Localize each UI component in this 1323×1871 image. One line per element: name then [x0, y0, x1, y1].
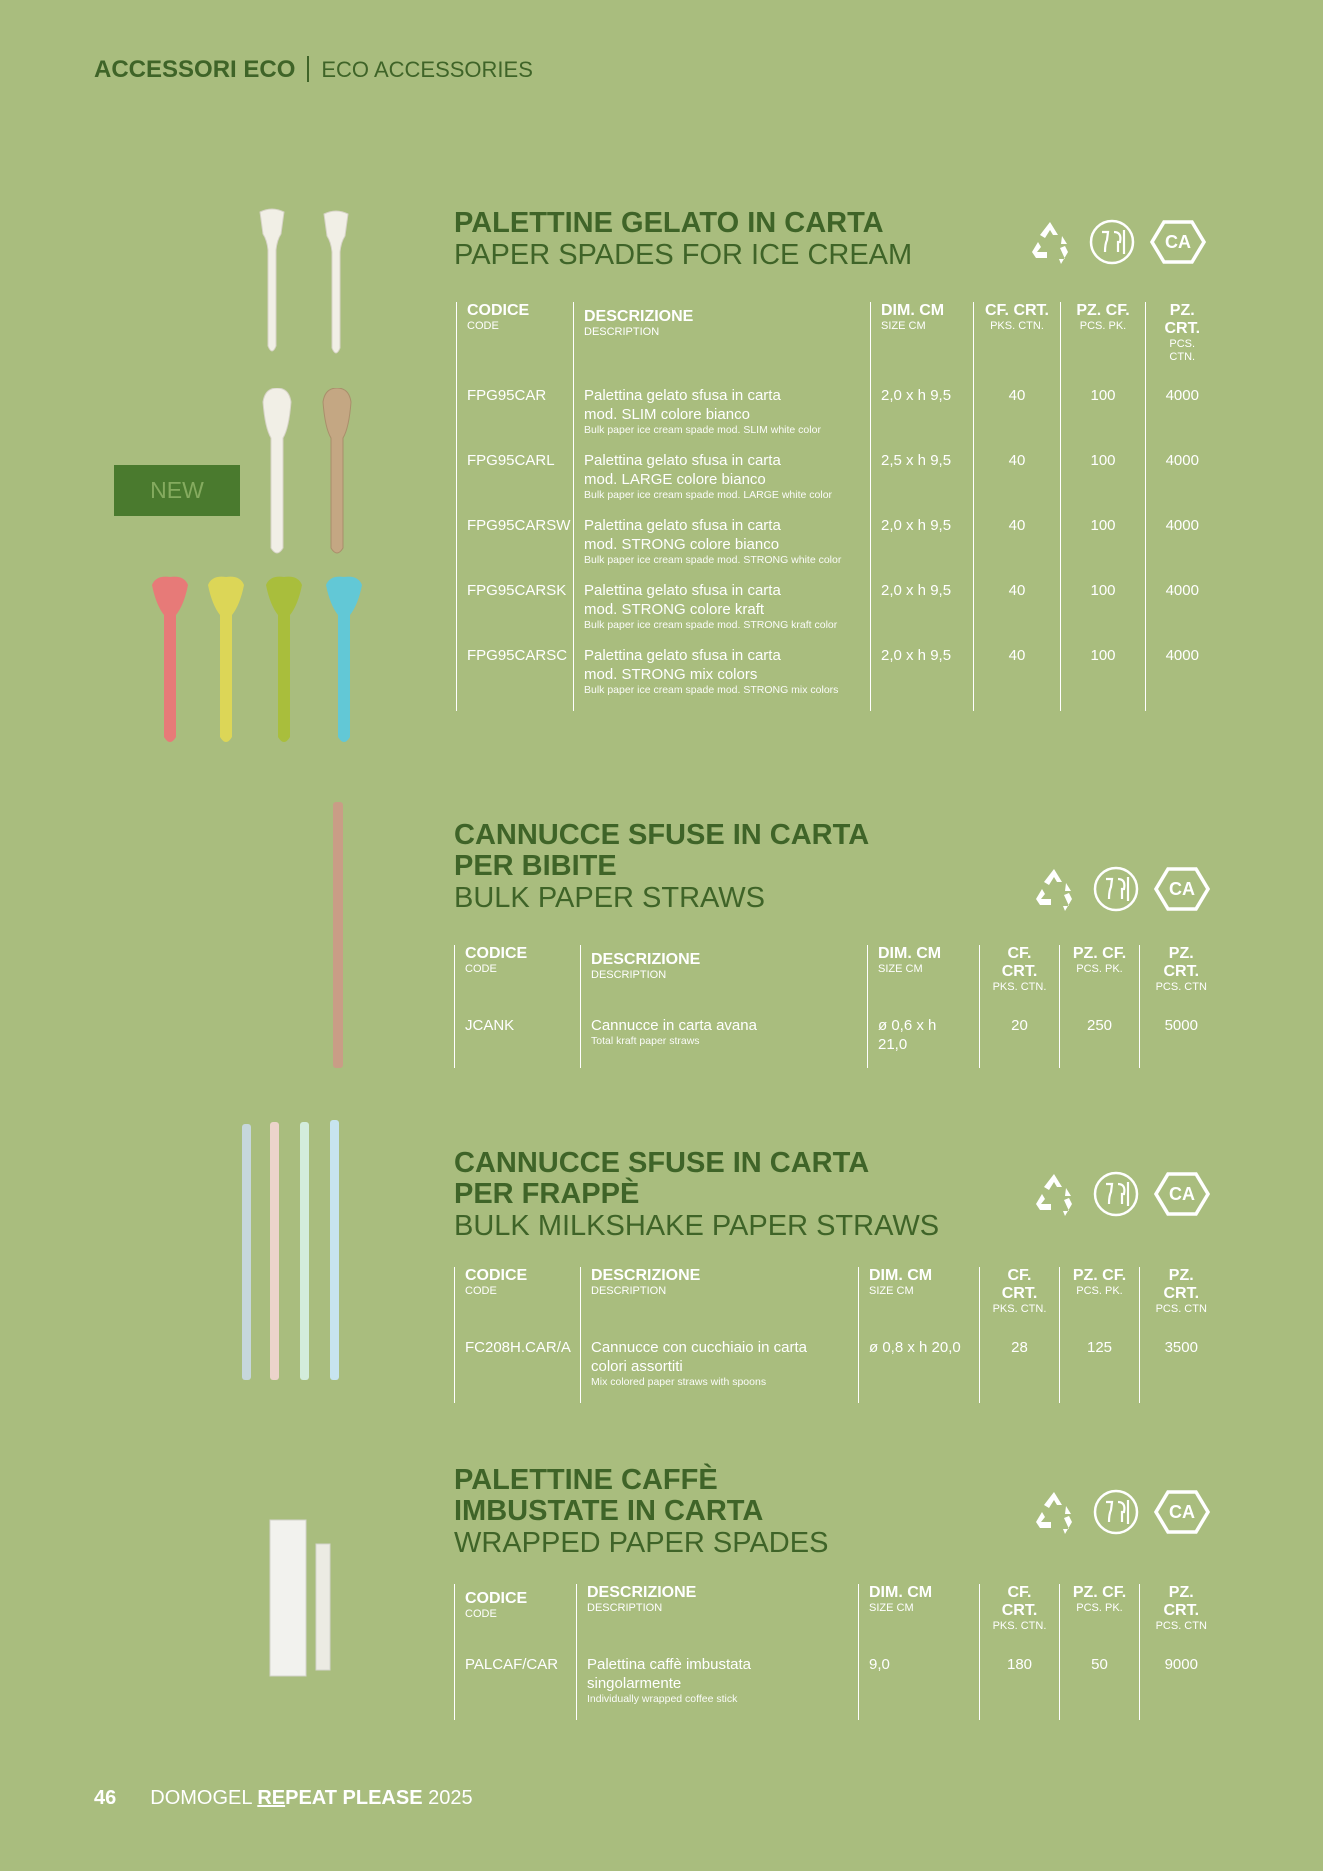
- table-row: [455, 1016, 1223, 1068]
- section-4-table: [454, 1584, 1223, 1720]
- row-pz-cf: 100: [1061, 646, 1146, 711]
- row-dim: 2,5 x h 9,5: [871, 451, 974, 516]
- header-pz-cf: PZ. CF. PCS. PK.: [1060, 1267, 1140, 1338]
- kraft-straw-image: [330, 802, 350, 1070]
- row-dim: 2,0 x h 9,5: [871, 581, 974, 646]
- ca-label: CA: [1165, 232, 1191, 252]
- header-description: DESCRIZIONE DESCRIPTION: [574, 302, 871, 386]
- section-1-table: [456, 302, 1219, 711]
- row-pz-crt: 4000: [1146, 516, 1219, 581]
- table-row: [457, 451, 1219, 516]
- food-safe-icon: [1092, 865, 1140, 913]
- food-safe-icon: [1092, 1488, 1140, 1536]
- section-3-title-it-line1: CANNUCCE SFUSE IN CARTA: [454, 1147, 870, 1179]
- row-cf-crt: 20: [980, 1016, 1060, 1068]
- new-badge: NEW: [114, 465, 240, 516]
- section-3-title: [454, 1148, 939, 1243]
- header-dim: DIM. CM SIZE CM: [859, 1584, 980, 1655]
- footer-brand: DOMOGEL REPEAT PLEASE 2025: [150, 1787, 473, 1809]
- section-4-icons: [1030, 1488, 1210, 1536]
- row-description: Palettina gelato sfusa in carta mod. SLIM colore bianco Bulk paper ice cream spade mod. SLIM white color: [574, 386, 871, 451]
- header-cf-crt: CF. CRT. PKS. CTN.: [980, 1267, 1060, 1338]
- row-pz-cf: 125: [1060, 1338, 1140, 1403]
- row-cf-crt: 40: [974, 646, 1061, 711]
- row-cf-crt: 40: [974, 451, 1061, 516]
- header-cf-crt: CF. CRT. PKS. CTN.: [974, 302, 1061, 386]
- row-pz-cf: 50: [1060, 1655, 1140, 1720]
- header-code: CODICE CODE: [455, 1267, 581, 1338]
- ca-label: CA: [1169, 1502, 1195, 1522]
- row-code: FPG95CARSK: [457, 581, 574, 646]
- row-code: FPG95CARSW: [457, 516, 574, 581]
- table-row: [457, 581, 1219, 646]
- row-pz-cf: 250: [1060, 1016, 1140, 1068]
- row-pz-crt: 4000: [1146, 581, 1219, 646]
- header-code: CODICE CODE: [455, 945, 581, 1016]
- row-code: FPG95CARL: [457, 451, 574, 516]
- section-4-title: [454, 1465, 828, 1560]
- header-code: CODICE CODE: [455, 1584, 577, 1655]
- row-pz-cf: 100: [1061, 581, 1146, 646]
- header-cf-crt: CF. CRT. PKS. CTN.: [980, 1584, 1060, 1655]
- food-safe-icon: [1088, 218, 1136, 266]
- section-2-title: [454, 820, 869, 915]
- row-pz-crt: 4000: [1146, 646, 1219, 711]
- slim-spades-image: [250, 206, 380, 361]
- row-cf-crt: 40: [974, 386, 1061, 451]
- row-pz-crt: 9000: [1140, 1655, 1223, 1720]
- section-1-icons: [1026, 218, 1206, 266]
- ca-label: CA: [1169, 1184, 1195, 1204]
- row-dim: ø 0,8 x h 20,0: [859, 1338, 980, 1403]
- row-description: Palettina caffè imbustata singolarmente Individually wrapped coffee stick: [577, 1655, 859, 1720]
- header-title-en: ECO ACCESSORIES: [321, 57, 533, 82]
- row-pz-crt: 4000: [1146, 451, 1219, 516]
- row-pz-cf: 100: [1061, 451, 1146, 516]
- page-header: [94, 56, 533, 84]
- page-footer: [94, 1787, 473, 1810]
- section-2-icons: [1030, 865, 1210, 913]
- header-pz-crt: PZ. CRT. PCS. CTN.: [1146, 302, 1219, 386]
- row-pz-cf: 100: [1061, 386, 1146, 451]
- section-2-table: [454, 945, 1223, 1068]
- milkshake-straws-image: [238, 1118, 348, 1384]
- row-dim: 2,0 x h 9,5: [871, 646, 974, 711]
- section-2-title-it-line2: PER BIBITE: [454, 850, 617, 882]
- row-dim: 2,0 x h 9,5: [871, 516, 974, 581]
- large-spades-image: [255, 388, 375, 560]
- row-description: Palettina gelato sfusa in carta mod. LARGE colore bianco Bulk paper ice cream spade mod. LARGE white color: [574, 451, 871, 516]
- recycle-icon: [1030, 865, 1078, 913]
- row-description: Cannucce in carta avana Total kraft paper straws: [581, 1016, 868, 1068]
- row-pz-cf: 100: [1061, 516, 1146, 581]
- row-description: Cannucce con cucchiaio in carta colori assortiti Mix colored paper straws with spoons: [581, 1338, 859, 1403]
- row-dim: 9,0: [859, 1655, 980, 1720]
- table-row: [457, 646, 1219, 711]
- food-safe-icon: [1092, 1170, 1140, 1218]
- header-description: DESCRIZIONE DESCRIPTION: [577, 1584, 859, 1655]
- header-cf-crt: CF. CRT. PKS. CTN.: [980, 945, 1060, 1016]
- header-pz-cf: PZ. CF. PCS. PK.: [1060, 945, 1140, 1016]
- header-code: CODICE CODE: [457, 302, 574, 386]
- wrapped-spades-image: [268, 1518, 338, 1678]
- section-3-title-en: BULK MILKSHAKE PAPER STRAWS: [454, 1210, 940, 1242]
- row-cf-crt: 180: [980, 1655, 1060, 1720]
- section-2-title-en: BULK PAPER STRAWS: [454, 882, 766, 914]
- row-pz-crt: 3500: [1140, 1338, 1223, 1403]
- row-pz-crt: 4000: [1146, 386, 1219, 451]
- ca-icon: [1154, 865, 1210, 913]
- row-code: FPG95CARSC: [457, 646, 574, 711]
- row-dim: 2,0 x h 9,5: [871, 386, 974, 451]
- section-2-title-it-line1: CANNUCCE SFUSE IN CARTA: [454, 819, 870, 851]
- header-title-it: ACCESSORI ECO: [94, 56, 296, 83]
- ca-label: CA: [1169, 879, 1195, 899]
- section-4-title-it-line2: IMBUSTATE IN CARTA: [454, 1495, 764, 1527]
- table-row: [457, 386, 1219, 451]
- table-row: [455, 1655, 1223, 1720]
- header-divider: [307, 56, 309, 82]
- header-pz-crt: PZ. CRT. PCS. CTN: [1140, 945, 1223, 1016]
- header-description: DESCRIZIONE DESCRIPTION: [581, 945, 868, 1016]
- section-4-title-en: WRAPPED PAPER SPADES: [454, 1527, 829, 1559]
- row-description: Palettina gelato sfusa in carta mod. STRONG colore kraft Bulk paper ice cream spade mod. STRONG kraft color: [574, 581, 871, 646]
- row-code: FC208H.CAR/A: [455, 1338, 581, 1403]
- colored-spades-image: [148, 575, 378, 747]
- row-cf-crt: 40: [974, 516, 1061, 581]
- section-3-icons: [1030, 1170, 1210, 1218]
- section-1-title-en: PAPER SPADES FOR ICE CREAM: [454, 239, 913, 271]
- ca-icon: [1150, 218, 1206, 266]
- header-pz-cf: PZ. CF. PCS. PK.: [1060, 1584, 1140, 1655]
- header-pz-crt: PZ. CRT. PCS. CTN: [1140, 1584, 1223, 1655]
- row-code: PALCAF/CAR: [455, 1655, 577, 1720]
- recycle-icon: [1030, 1170, 1078, 1218]
- table-row: [455, 1338, 1223, 1403]
- row-dim: ø 0,6 x h 21,0: [868, 1016, 980, 1068]
- header-description: DESCRIZIONE DESCRIPTION: [581, 1267, 859, 1338]
- ca-icon: [1154, 1170, 1210, 1218]
- table-row: [457, 516, 1219, 581]
- row-pz-crt: 5000: [1140, 1016, 1223, 1068]
- section-1-title: [454, 208, 912, 272]
- header-pz-crt: PZ. CRT. PCS. CTN: [1140, 1267, 1223, 1338]
- header-dim: DIM. CM SIZE CM: [859, 1267, 980, 1338]
- recycle-icon: [1030, 1488, 1078, 1536]
- header-dim: DIM. CM SIZE CM: [868, 945, 980, 1016]
- recycle-icon: [1026, 218, 1074, 266]
- row-description: Palettina gelato sfusa in carta mod. STRONG mix colors Bulk paper ice cream spade mod. STRONG mix colors: [574, 646, 871, 711]
- section-3-table: [454, 1267, 1223, 1403]
- row-code: JCANK: [455, 1016, 581, 1068]
- section-4-title-it-line1: PALETTINE CAFFÈ: [454, 1464, 718, 1496]
- row-code: FPG95CAR: [457, 386, 574, 451]
- row-cf-crt: 40: [974, 581, 1061, 646]
- section-1-title-it: PALETTINE GELATO IN CARTA: [454, 207, 884, 239]
- header-dim: DIM. CM SIZE CM: [871, 302, 974, 386]
- row-description: Palettina gelato sfusa in carta mod. STRONG colore bianco Bulk paper ice cream spade mod. STRONG white color: [574, 516, 871, 581]
- section-3-title-it-line2: PER FRAPPÈ: [454, 1178, 640, 1210]
- row-cf-crt: 28: [980, 1338, 1060, 1403]
- page-number: 46: [94, 1787, 117, 1809]
- header-pz-cf: PZ. CF. PCS. PK.: [1061, 302, 1146, 386]
- ca-icon: [1154, 1488, 1210, 1536]
